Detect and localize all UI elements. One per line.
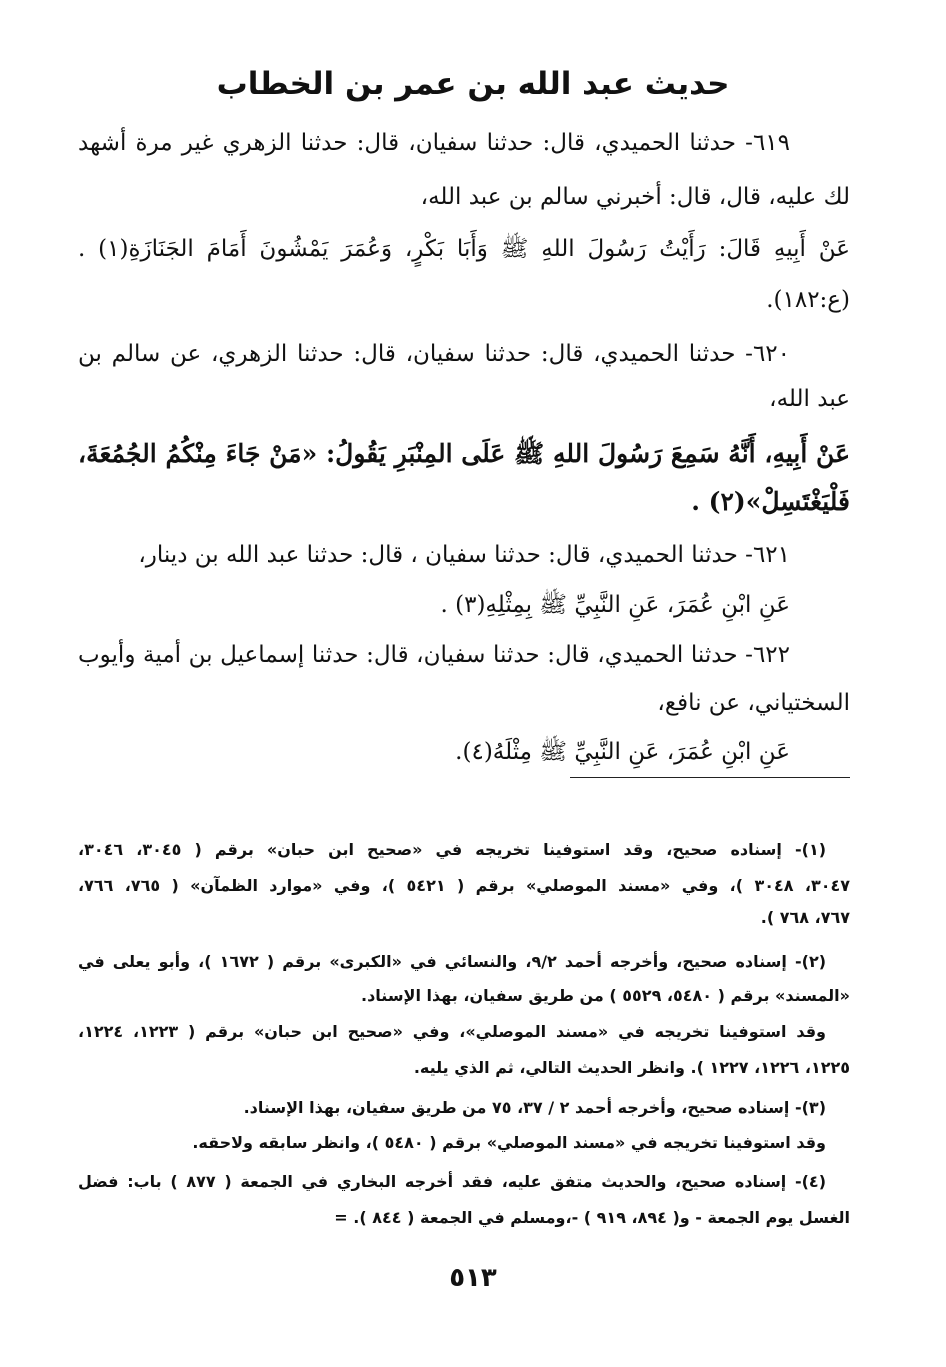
hadith-619-line-1: ٦١٩- حدثنا الحميدي، قال: حدثنا سفيان، قال: حدثنا الزهري غير مرة أشهد xyxy=(78,130,790,156)
hadith-620-line-2: عبد الله، xyxy=(769,386,850,412)
footnote-1-line-1: (١)- إسناده صحيح، وقد استوفينا تخريجه في «صحيح ابن حبان» برقم ( ٣٠٤٥، ٣٠٤٦، xyxy=(78,840,827,859)
page-title: حديث عبد الله بن عمر بن الخطاب xyxy=(216,66,730,102)
footnote-2-line-1: (٢)- إسناده صحيح، وأخرجه أحمد ٩/٢، والنسائي في «الكبرى» برقم ( ١٦٧٢ )، وأبو يعلى في xyxy=(78,952,827,971)
footnote-3-line-1: (٣)- إسناده صحيح، وأخرجه أحمد ٢ / ٣٧، ٧٥ من طريق سفيان، بهذا الإسناد. xyxy=(243,1098,826,1117)
page-number: ٥١٣ xyxy=(449,1263,497,1293)
footnote-1-line-3: ٧٦٧، ٧٦٨ ). xyxy=(760,908,850,927)
footnote-2-line-3: وقد استوفينا تخريجه في «مسند الموصلي»، وفي «صحيح ابن حبان» برقم ( ١٢٢٣، ١٢٢٤، xyxy=(78,1022,826,1041)
footnote-divider xyxy=(570,777,850,778)
hadith-620-matn-1: عَنْ أَبِيهِ، أَنَّهُ سَمِعَ رَسُولَ اللهِ ﷺ عَلَى المِنْبَرِ يَقُولُ: «مَنْ جَاءَ مِنْكُمُ الجُمُعَةَ، xyxy=(78,439,850,468)
footnote-1-line-2: ٣٠٤٧، ٣٠٤٨ )، وفي «مسند الموصلي» برقم ( ٥٤٢١ )، وفي «موارد الظمآن» ( ٧٦٥، ٧٦٦، xyxy=(78,876,850,895)
hadith-619-matn: عَنْ أَبِيهِ قَالَ: رَأَيْتُ رَسُولَ اللهِ ﷺ وَأَبَا بَكْرٍ، وَعُمَرَ يَمْشُونَ أَمَامَ الجَنَازَةِ(١) . xyxy=(78,236,850,262)
footnote-4-line-1: (٤)- إسناده صحيح، والحديث متفق عليه، فقد أخرجه البخاري في الجمعة ( ٨٧٧ ) باب: فضل xyxy=(78,1172,826,1191)
hadith-620-matn-2: فَلْيَغْتَسِلْ»(٢) . xyxy=(691,487,850,516)
hadith-622-line-1: ٦٢٢- حدثنا الحميدي، قال: حدثنا سفيان، قال: حدثنا إسماعيل بن أمية وأيوب xyxy=(78,642,790,668)
hadith-622-matn: عَنِ ابْنِ عُمَرَ، عَنِ النَّبِيِّ ﷺ مِثْلَهُ(٤). xyxy=(455,739,790,765)
hadith-619-reference: (ع:١٨٢). xyxy=(766,287,850,313)
footnote-2-line-4: ١٢٢٥، ١٢٢٦، ١٢٢٧ ). وانظر الحديث التالي، ثم الذي يليه. xyxy=(413,1058,850,1077)
footnote-4-line-2: الغسل يوم الجمعة - و( ٨٩٤، ٩١٩ ) -،ومسلم في الجمعة ( ٨٤٤ ). = xyxy=(334,1208,850,1227)
hadith-621-line-1: ٦٢١- حدثنا الحميدي، قال: حدثنا سفيان ، قال: حدثنا عبد الله بن دينار، xyxy=(138,542,790,568)
footnote-3-line-2: وقد استوفينا تخريجه في «مسند الموصلي» برقم ( ٥٤٨٠ )، وانظر سابقه ولاحقه. xyxy=(192,1133,826,1152)
hadith-619-line-2: لك عليه، قال، قال: أخبرني سالم بن عبد الله، xyxy=(420,184,850,210)
hadith-621-matn: عَنِ ابْنِ عُمَرَ، عَنِ النَّبِيِّ ﷺ بِمِثْلِهِ(٣) . xyxy=(440,592,790,618)
hadith-622-line-2: السختياني، عن نافع، xyxy=(657,690,850,716)
hadith-620-line-1: ٦٢٠- حدثنا الحميدي، قال: حدثنا سفيان، قال: حدثنا الزهري، عن سالم بن xyxy=(78,341,790,367)
footnote-2-line-2: «المسند» برقم ( ٥٤٨٠، ٥٥٢٩ ) من طريق سفيان، بهذا الإسناد. xyxy=(360,986,850,1005)
